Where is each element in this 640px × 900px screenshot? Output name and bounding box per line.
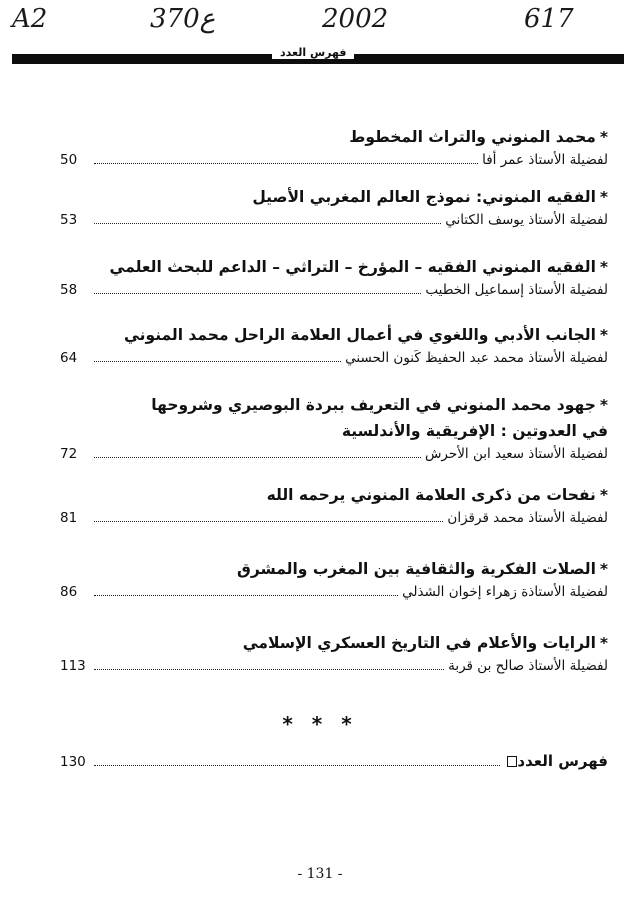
dot-leader bbox=[94, 764, 500, 766]
entry-page-number: 58 bbox=[60, 282, 78, 298]
entry-author: لفضيلة الأستاذ سعيد ابن الأحرش bbox=[424, 446, 608, 462]
entry-page-number: 64 bbox=[60, 350, 78, 366]
entry-author: لفضيلة الأستاذ إسماعيل الخطيب bbox=[425, 282, 608, 298]
dot-leader bbox=[94, 292, 421, 294]
page-number-footer: - 131 - bbox=[297, 866, 343, 882]
section-separator: * * * bbox=[282, 712, 358, 736]
toc-entry[interactable] bbox=[60, 482, 608, 532]
handwritten-year: 2002 bbox=[322, 4, 389, 34]
entry-author: لفضيلة الأستاذة زهراء إخوان الشذلي bbox=[402, 584, 608, 600]
entry-title: *جهود محمد المنوني في التعريف ببردة البوصيري وشروحها bbox=[151, 396, 608, 414]
entry-author: لفضيلة الأستاذ عمر أفا bbox=[482, 152, 608, 168]
toc-entry-index[interactable] bbox=[60, 752, 608, 776]
bullet-star-icon: * bbox=[599, 258, 608, 276]
toc-entry[interactable] bbox=[60, 184, 608, 234]
entry-page-number: 86 bbox=[60, 584, 78, 600]
entry-page-number: 50 bbox=[60, 152, 78, 168]
bullet-star-icon: * bbox=[599, 560, 608, 578]
handwritten-issue-number: 370ع bbox=[150, 4, 216, 34]
dot-leader bbox=[94, 594, 398, 596]
entry-title-line-2: في العدوتين : الإفريقية والأندلسية bbox=[341, 422, 608, 440]
toc-entry[interactable] bbox=[60, 322, 608, 372]
toc-entry[interactable] bbox=[60, 630, 608, 680]
dot-leader bbox=[94, 520, 443, 522]
entry-title: *الصلات الفكرية والثقافية بين المغرب والمشرق bbox=[237, 560, 608, 578]
entry-title: *نفحات من ذكرى العلامة المنوني يرحمه الله bbox=[266, 486, 608, 504]
dot-leader bbox=[94, 222, 441, 224]
dot-leader bbox=[94, 668, 444, 670]
entry-author: لفضيلة الأستاذ محمد عبد الحفيظ كَنون الحسني bbox=[345, 350, 608, 366]
toc-entry[interactable] bbox=[60, 124, 608, 174]
entry-title: *الجانب الأدبي واللغوي في أعمال العلامة الراحل محمد المنوني bbox=[123, 326, 608, 344]
entry-page-number: 72 bbox=[60, 446, 78, 462]
handwritten-page-code: 617 bbox=[524, 4, 574, 34]
toc-entry[interactable] bbox=[60, 556, 608, 606]
handwritten-code-a2: A2 bbox=[12, 4, 48, 34]
entry-page-number: 81 bbox=[60, 510, 78, 526]
entry-title: *الرايات والأعلام في التاريخ العسكري الإسلامي bbox=[242, 634, 608, 652]
entry-title: *الفقيه المنوني الفقيه – المؤرخ – التراثي – الداعم للبحث العلمي bbox=[109, 258, 608, 276]
bullet-star-icon: * bbox=[599, 326, 608, 344]
toc-entry[interactable] bbox=[60, 392, 608, 468]
entry-title: *الفقيه المنوني: نموذج العالم المغربي الأصيل bbox=[252, 188, 608, 206]
checkbox-square-icon bbox=[507, 756, 517, 767]
entry-author: لفضيلة الأستاذ صالح بن قربة bbox=[448, 658, 608, 674]
dot-leader bbox=[94, 456, 421, 458]
index-page-number: 130 bbox=[60, 754, 86, 770]
dot-leader bbox=[94, 360, 341, 362]
bullet-star-icon: * bbox=[599, 634, 608, 652]
entry-title: *محمد المنوني والتراث المخطوط bbox=[349, 128, 608, 146]
index-label: فهرس العدد bbox=[504, 752, 608, 770]
entry-page-number: 113 bbox=[60, 658, 86, 674]
entry-author: لفضيلة الأستاذ يوسف الكتاني bbox=[445, 212, 608, 228]
header-title: فهرس العدد bbox=[272, 46, 354, 59]
bullet-star-icon: * bbox=[599, 188, 608, 206]
bullet-star-icon: * bbox=[599, 128, 608, 146]
toc-entry[interactable] bbox=[60, 254, 608, 304]
entry-page-number: 53 bbox=[60, 212, 78, 228]
bullet-star-icon: * bbox=[599, 396, 608, 414]
dot-leader bbox=[94, 162, 478, 164]
bullet-star-icon: * bbox=[599, 486, 608, 504]
entry-author: لفضيلة الأستاذ محمد قرقزان bbox=[447, 510, 608, 526]
